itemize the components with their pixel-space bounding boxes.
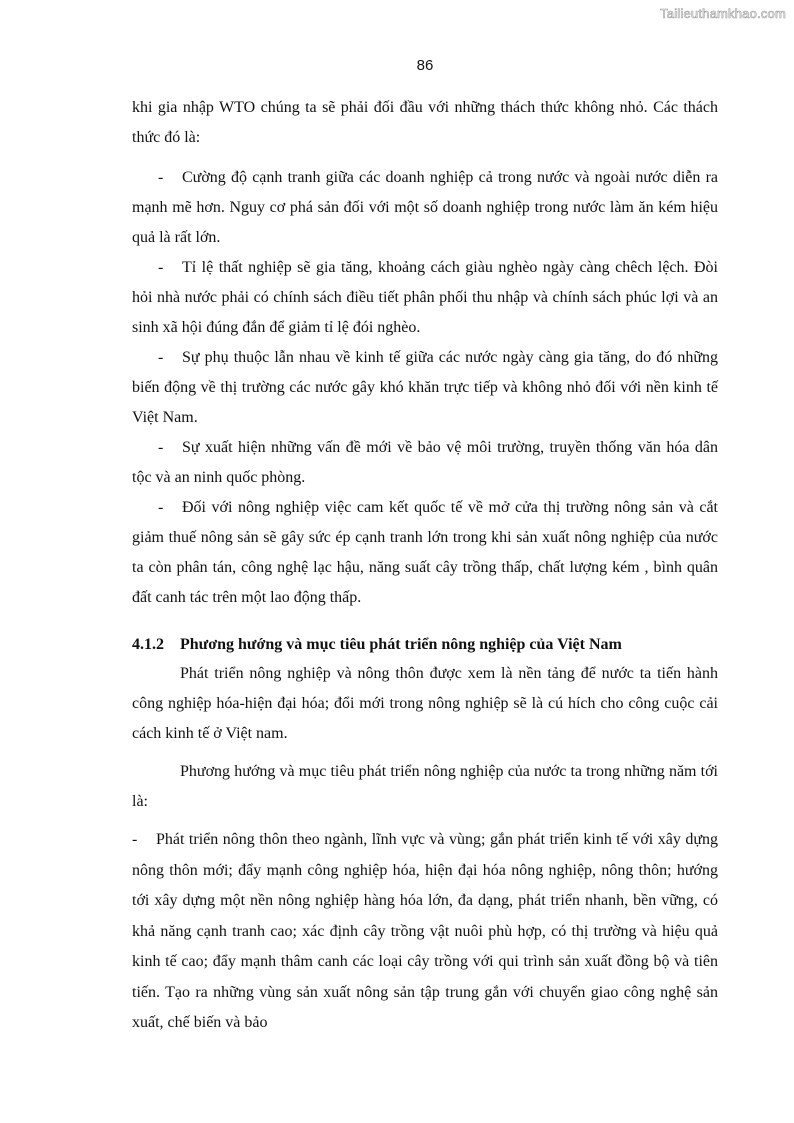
challenge-text: Sự phụ thuộc lẫn nhau về kinh tế giữa các nước ngày càng gia tăng, do đó những biến động về thị trường các nước gây khó khăn trực tiếp và không nhỏ đối với nền kinh tế Việt Nam. [132,349,718,426]
intro-paragraph: khi gia nhập WTO chúng ta sẽ phải đối đầu với những thách thức không nhỏ. Các thách thức đó là: [132,99,718,146]
body-paragraph: Phương hướng và mục tiêu phát triển nông nghiệp của nước ta trong những năm tới là: [132,763,718,810]
bullet-dash: - [158,499,164,516]
challenge-text: Đối với nông nghiệp việc cam kết quốc tế về mở cửa thị trường nông sản và cắt giảm thuế nông sản sẽ gây sức ép cạnh tranh lớn trong khi sản xuất nông nghiệp của nước ta còn phân tán, công nghệ lạc hậu, năng suất cây trồng thấp, chất lượng kém , bình quân đất canh tác trên một lao động thấp. [132,499,718,606]
challenge-text: Tỉ lệ thất nghiệp sẽ gia tăng, khoảng cách giàu nghèo ngày càng chêch lệch. Đòi hỏi nhà nước phải có chính sách điều tiết phân phối thu nhập và chính sách phúc lợi và an sinh xã hội đúng đắn để giảm tỉ lệ đói nghèo. [132,259,718,336]
bullet-dash: - [158,259,164,276]
challenge-text: Cường độ cạnh tranh giữa các doanh nghiệp cả trong nước và ngoài nước diễn ra mạnh mẽ hơn. Nguy cơ phá sản đối với một số doanh nghiệp trong nước làm ăn kém hiệu quả là rất lớn. [132,169,718,246]
section-heading [132,631,718,659]
document-body [132,93,718,1039]
watermark-text: Tailieuthamkhao.com [660,6,786,21]
goal-text: Phát triển nông thôn theo ngành, lĩnh vực và vùng; gắn phát triển kinh tế với xây dựng nông thôn mới; đẩy mạnh công nghiệp hóa, hiện đại hóa nông nghiệp, nông thôn; hướng tới xây dựng một nền nông nghiệp hàng hóa lớn, đa dạng, phát triển nhanh, bền vững, có khả năng cạnh tranh cao; xác định cây trồng vật nuôi phù hợp, có thị trường và hiệu quả kinh tế cao; đẩy mạnh thâm canh các loại cây trồng với qui trình sản xuất đồng bộ và tiên tiến. Tạo ra những vùng sản xuất nông sản tập trung gắn với chuyển giao công nghệ sản xuất, chế biến và bảo [132,831,718,1031]
challenge-item [132,253,718,343]
goal-item [132,825,718,1039]
challenge-item [132,343,718,433]
bullet-dash: - [158,439,164,456]
challenge-text: Sự xuất hiện những vấn đề mới về bảo vệ môi trường, truyền thống văn hóa dân tộc và an ninh quốc phòng. [132,439,718,486]
body-paragraph: Phát triển nông nghiệp và nông thôn được xem là nền tảng để nước ta tiến hành công nghiệp hóa-hiện đại hóa; đổi mới trong nông nghiệp sẽ là cú hích cho công cuộc cải cách kinh tế ở Việt nam. [132,665,718,742]
challenge-item [132,433,718,493]
bullet-dash: - [158,349,164,366]
challenge-item [132,163,718,253]
section-title: Phương hướng và mục tiêu phát triển nông nghiệp của Việt Nam [180,636,622,653]
bullet-dash: - [132,831,138,848]
page-number: 86 [416,57,434,74]
challenges-list [132,163,718,613]
bullet-dash: - [158,169,164,186]
section-number: 4.1.2 [132,636,164,653]
challenge-item [132,493,718,613]
goals-list [132,825,718,1039]
